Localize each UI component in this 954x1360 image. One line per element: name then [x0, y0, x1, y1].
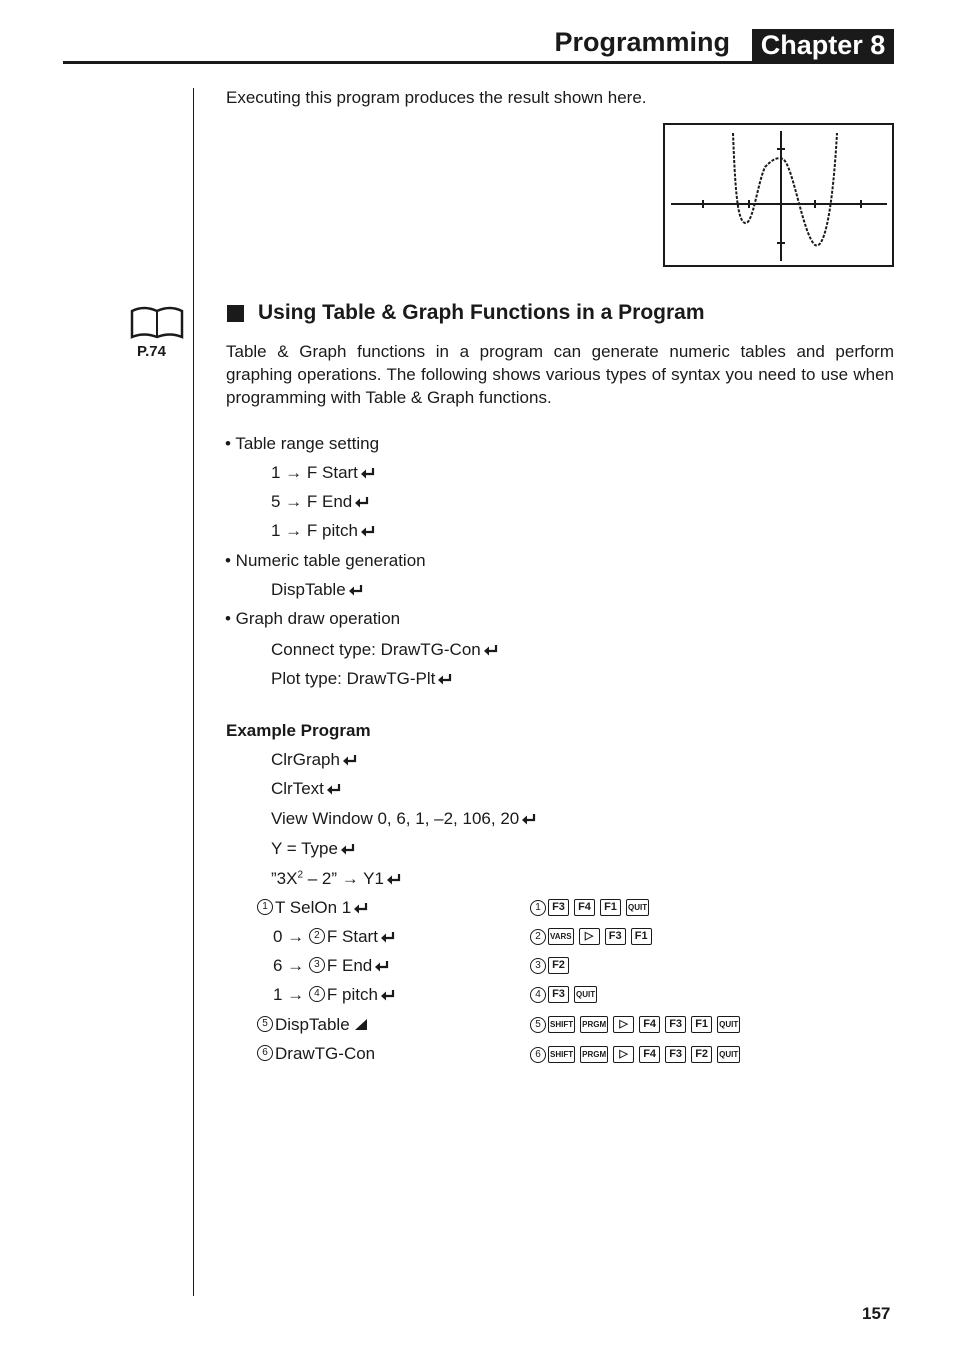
- key-shift: SHIFT: [548, 1016, 575, 1033]
- key-f2: F2: [691, 1046, 712, 1063]
- step-number: 2: [530, 929, 546, 945]
- intro-text: Executing this program produces the result shown here.: [226, 88, 647, 107]
- key-quit: QUIT: [574, 986, 597, 1003]
- enter-icon: [380, 989, 395, 1001]
- section-paragraph: Table & Graph functions in a program can generate numeric tables and perform graphing operations. The following shows various types of syntax you need to use when programming with Table & Graph functions.: [226, 342, 894, 407]
- step-number: 4: [530, 987, 546, 1003]
- key-f4: F4: [639, 1016, 660, 1033]
- step-number: 3: [309, 957, 325, 973]
- page-reference: P.74: [137, 343, 166, 360]
- enter-icon: [380, 931, 395, 943]
- enter-icon: [340, 843, 355, 855]
- key-f3: F3: [665, 1046, 686, 1063]
- code-line: DispTable: [271, 580, 363, 600]
- step-line: 6 → 3 F End: [273, 956, 389, 976]
- key-sequence: [530, 899, 654, 916]
- step-line: 6 DrawTG-Con: [257, 1044, 375, 1064]
- step-number: 6: [257, 1045, 273, 1061]
- key-prgm: PRGM: [580, 1046, 608, 1063]
- code-line: View Window 0, 6, 1, –2, 106, 20: [271, 809, 536, 829]
- enter-icon: [521, 813, 536, 825]
- code-line: Y = Type: [271, 839, 355, 859]
- code-line: Connect type: DrawTG-Con: [271, 640, 498, 660]
- code-line: $”3X^2 - 2$” → Y1: [271, 869, 401, 889]
- step-line: 5 DispTable: [257, 1015, 367, 1035]
- key-f3: F3: [665, 1016, 686, 1033]
- bullet-graph-draw: • Graph draw operation: [225, 609, 401, 628]
- key-f1: F1: [600, 899, 621, 916]
- section-heading: Using Table & Graph Functions in a Program: [258, 301, 705, 324]
- step-number: 1: [257, 899, 273, 915]
- key-sequence: [530, 1016, 745, 1033]
- key-shift: SHIFT: [548, 1046, 575, 1063]
- page-number: 157: [862, 1304, 891, 1323]
- code-line: 1 → F pitch: [271, 521, 375, 541]
- key-f3: F3: [548, 899, 569, 916]
- step-number: 5: [257, 1016, 273, 1032]
- enter-icon: [360, 525, 375, 537]
- step-number: 6: [530, 1047, 546, 1063]
- key-f3: F3: [605, 928, 626, 945]
- book-icon: [130, 305, 184, 346]
- key-right-arrow: ▷: [613, 1046, 634, 1063]
- key-f4: F4: [639, 1046, 660, 1063]
- step-number: 1: [530, 900, 546, 916]
- enter-icon: [342, 754, 357, 766]
- margin-rule: [193, 88, 194, 1296]
- step-line: 1 T SelOn 1: [257, 898, 368, 918]
- enter-icon: [326, 783, 341, 795]
- code-line: 5 → F End: [271, 492, 369, 512]
- section-bullet-square: [227, 305, 244, 322]
- enter-icon: [437, 673, 452, 685]
- calculator-screen: [663, 123, 894, 267]
- chapter-label: Chapter 8: [752, 29, 894, 64]
- step-line: 0 → 2 F Start: [273, 927, 395, 947]
- key-right-arrow: ▷: [579, 928, 600, 945]
- step-line: 1 → 4 F pitch: [273, 985, 395, 1005]
- key-sequence: [530, 986, 602, 1003]
- enter-icon: [483, 644, 498, 656]
- header-rule: [63, 61, 894, 64]
- code-line: ClrText: [271, 779, 341, 799]
- key-quit: QUIT: [717, 1046, 740, 1063]
- key-quit: QUIT: [717, 1016, 740, 1033]
- bullet-table-range: • Table range setting: [225, 434, 380, 453]
- code-line: 1 → F Start: [271, 463, 375, 483]
- key-sequence: [530, 1046, 745, 1063]
- code-line: ClrGraph: [271, 750, 357, 770]
- step-number: 4: [309, 986, 325, 1002]
- bullet-table-generation: • Numeric table generation: [225, 551, 426, 570]
- graph-plot: [665, 125, 892, 265]
- page-section-title: Programming: [554, 27, 730, 57]
- key-vars: VARS: [548, 928, 574, 945]
- display-triangle-icon: [355, 1019, 367, 1030]
- key-f1: F1: [691, 1016, 712, 1033]
- enter-icon: [374, 960, 389, 972]
- enter-icon: [354, 496, 369, 508]
- enter-icon: [386, 873, 401, 885]
- example-heading: Example Program: [226, 721, 371, 740]
- key-f1: F1: [631, 928, 652, 945]
- step-number: 3: [530, 958, 546, 974]
- key-quit: QUIT: [626, 899, 649, 916]
- key-prgm: PRGM: [580, 1016, 608, 1033]
- key-sequence: [530, 957, 574, 974]
- key-sequence: [530, 928, 657, 945]
- enter-icon: [360, 467, 375, 479]
- code-line: Plot type: DrawTG-Plt: [271, 669, 452, 689]
- key-f2: F2: [548, 957, 569, 974]
- key-right-arrow: ▷: [613, 1016, 634, 1033]
- step-number: 5: [530, 1017, 546, 1033]
- step-number: 2: [309, 928, 325, 944]
- enter-icon: [348, 584, 363, 596]
- enter-icon: [353, 902, 368, 914]
- key-f4: F4: [574, 899, 595, 916]
- key-f3: F3: [548, 986, 569, 1003]
